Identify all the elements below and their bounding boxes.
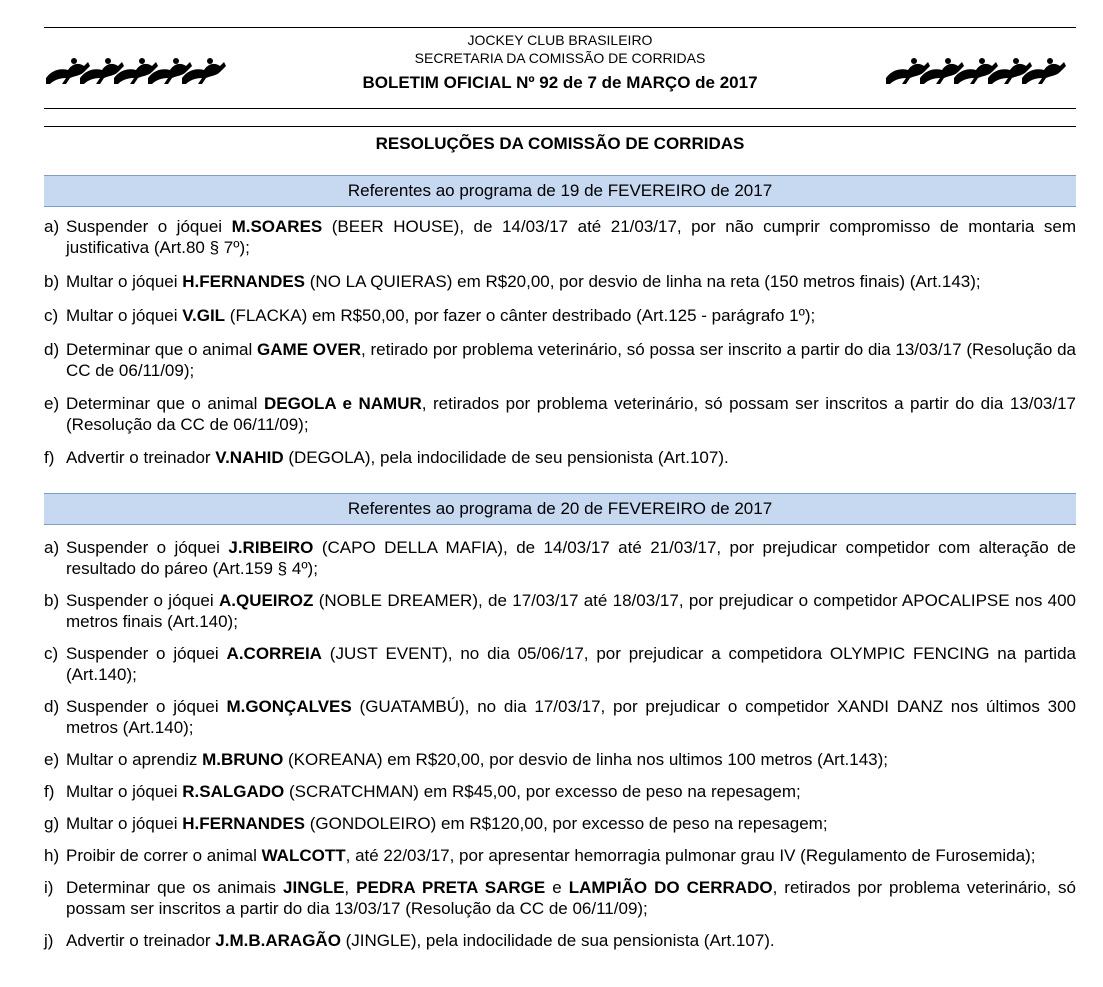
section-title: RESOLUÇÕES DA COMISSÃO DE CORRIDAS <box>375 134 745 153</box>
header-bottom-rule <box>44 108 1076 109</box>
item-marker: b) <box>44 272 60 291</box>
resolution-list-2 <box>44 537 1076 951</box>
bold-name: GAME OVER <box>257 340 361 359</box>
text-segment: (GONDOLEIRO) em R$120,00, por excesso de peso na repesagem; <box>305 814 828 833</box>
text-segment: Suspender o jóquei <box>66 538 229 557</box>
bold-name: V.GIL <box>182 306 226 325</box>
bold-name: WALCOTT <box>261 846 346 865</box>
resolution-item <box>44 590 1076 632</box>
text-segment: (GUATAMBÚ), no dia 17/03/17, por prejudicar o competidor XANDI DANZ nos últimos 300 metros (Art.140); <box>66 697 1077 737</box>
resolution-item <box>44 877 1076 919</box>
item-marker: g) <box>44 814 60 833</box>
header-department: SECRETARIA DA COMISSÃO DE CORRIDAS <box>414 50 706 66</box>
resolution-item <box>44 447 1076 468</box>
resolution-item <box>44 271 1076 292</box>
text-segment: Multar o aprendiz <box>66 750 203 769</box>
group-band-1: Referentes ao programa de 19 de FEVEREIRO de 2017 <box>44 175 1076 207</box>
text-segment: Advertir o treinador <box>66 448 216 467</box>
text-segment: , até 22/03/17, por apresentar hemorragia pulmonar grau IV (Regulamento de Furosemida); <box>345 846 1036 865</box>
resolution-item <box>44 305 1076 326</box>
bold-name: A.CORREIA <box>226 644 322 663</box>
bold-name: J.RIBEIRO <box>228 538 314 557</box>
item-marker: a) <box>44 217 60 236</box>
resolution-item <box>44 643 1076 685</box>
text-segment: Suspender o jóquei <box>66 697 227 716</box>
text-segment: Suspender o jóquei <box>66 217 232 236</box>
text-segment: (CAPO DELLA MAFIA), de 14/03/17 até 21/03/17, por prejudicar competidor com alteração de resultado do páreo (Art.159 § 4º); <box>66 538 1076 578</box>
bold-name: M.GONÇALVES <box>226 697 352 716</box>
resolution-item <box>44 537 1076 579</box>
resolution-item <box>44 749 1076 770</box>
item-marker: c) <box>44 306 59 325</box>
text-segment: (JINGLE), pela indocilidade de sua pensionista (Art.107). <box>340 931 775 950</box>
item-marker: b) <box>44 591 60 610</box>
text-segment: Proibir de correr o animal <box>66 846 262 865</box>
bold-name: H.FERNANDES <box>182 814 306 833</box>
bold-name: PEDRA PRETA SARGE <box>356 878 546 897</box>
galloping-horses-logo-right <box>884 52 1076 86</box>
resolution-item <box>44 781 1076 802</box>
resolution-item <box>44 216 1076 258</box>
bold-name: H.FERNANDES <box>182 272 306 291</box>
text-segment: , retirados por problema veterinário, só possam ser inscritos a partir do dia 13/03/17 (Resolução da CC de 06/11/09); <box>66 394 1077 434</box>
text-segment: (JUST EVENT), no dia 05/06/17, por prejudicar a competidora OLYMPIC FENCING na partida (Art.140); <box>66 644 1076 684</box>
item-marker: c) <box>44 644 59 663</box>
bold-name: JINGLE <box>283 878 345 897</box>
bold-name: M.SOARES <box>231 217 323 236</box>
bold-name: R.SALGADO <box>182 782 285 801</box>
item-marker: e) <box>44 394 60 413</box>
resolution-item <box>44 339 1076 381</box>
resolution-item <box>44 813 1076 834</box>
text-segment: (NOBLE DREAMER), de 17/03/17 até 18/03/17, por prejudicar o competidor APOCALIPSE nos 400 metros finais (Art.140); <box>66 591 1076 631</box>
document-header <box>44 30 1076 98</box>
text-segment: Multar o jóquei <box>66 272 183 291</box>
item-marker: d) <box>44 697 60 716</box>
text-segment: (NO LA QUIERAS) em R$20,00, por desvio de linha na reta (150 metros finais) (Art.143); <box>305 272 981 291</box>
text-segment: e <box>545 878 569 897</box>
text-segment: (FLACKA) em R$50,00, por fazer o cânter destribado (Art.125 - parágrafo 1º); <box>225 306 816 325</box>
item-marker: a) <box>44 538 60 557</box>
header-organization: JOCKEY CLUB BRASILEIRO <box>467 32 653 48</box>
item-marker: i) <box>44 878 54 897</box>
item-marker: e) <box>44 750 60 769</box>
text-segment: Suspender o jóquei <box>66 591 219 610</box>
text-segment: (KOREANA) em R$20,00, por desvio de linha nos ultimos 100 metros (Art.143); <box>283 750 889 769</box>
resolution-item <box>44 845 1076 866</box>
top-rule <box>44 27 1076 28</box>
resolution-item <box>44 696 1076 738</box>
text-segment: , retirado por problema veterinário, só possa ser inscrito a partir do dia 13/03/17 (Resolução da CC de 06/11/09); <box>66 340 1077 380</box>
text-segment: , <box>344 878 357 897</box>
item-marker: f) <box>44 448 55 467</box>
group-band-2: Referentes ao programa de 20 de FEVEREIRO de 2017 <box>44 493 1076 525</box>
resolution-item <box>44 930 1076 951</box>
text-segment: (DEGOLA), pela indocilidade de seu pensionista (Art.107). <box>283 448 729 467</box>
item-marker: h) <box>44 846 60 865</box>
resolution-list-1 <box>44 216 1076 468</box>
text-segment: (SCRATCHMAN) em R$45,00, por excesso de peso na repesagem; <box>284 782 801 801</box>
item-marker: d) <box>44 340 60 359</box>
text-segment: Multar o jóquei <box>66 306 183 325</box>
text-segment: (BEER HOUSE), de 14/03/17 até 21/03/17, por não cumprir compromisso de montaria sem justificativa (Art.80 § 7º); <box>66 217 1076 257</box>
bold-name: M.BRUNO <box>202 750 284 769</box>
galloping-horses-icon <box>884 52 1076 86</box>
text-segment: Determinar que o animal <box>66 394 264 413</box>
bold-name: LAMPIÃO DO CERRADO <box>568 878 773 897</box>
text-segment: Determinar que o animal <box>66 340 258 359</box>
item-marker: f) <box>44 782 55 801</box>
text-segment: Determinar que os animais <box>66 878 284 897</box>
item-marker: j) <box>44 931 54 950</box>
text-segment: Suspender o jóquei <box>66 644 227 663</box>
text-segment: Advertir o treinador <box>66 931 216 950</box>
bold-name: V.NAHID <box>215 448 284 467</box>
text-segment: Multar o jóquei <box>66 814 183 833</box>
text-segment: , retirados por problema veterinário, só possam ser inscritos a partir do dia 13/03/17 (Resolução da CC de 06/11/09); <box>66 878 1076 918</box>
bold-name: J.M.B.ARAGÃO <box>215 931 341 950</box>
resolution-item <box>44 393 1076 435</box>
bold-name: DEGOLA e NAMUR <box>263 394 422 413</box>
text-segment: Multar o jóquei <box>66 782 183 801</box>
section-top-rule <box>44 126 1076 127</box>
bulletin-title: BOLETIM OFICIAL Nº 92 de 7 de MARÇO de 2017 <box>362 73 758 92</box>
bold-name: A.QUEIROZ <box>218 591 314 610</box>
